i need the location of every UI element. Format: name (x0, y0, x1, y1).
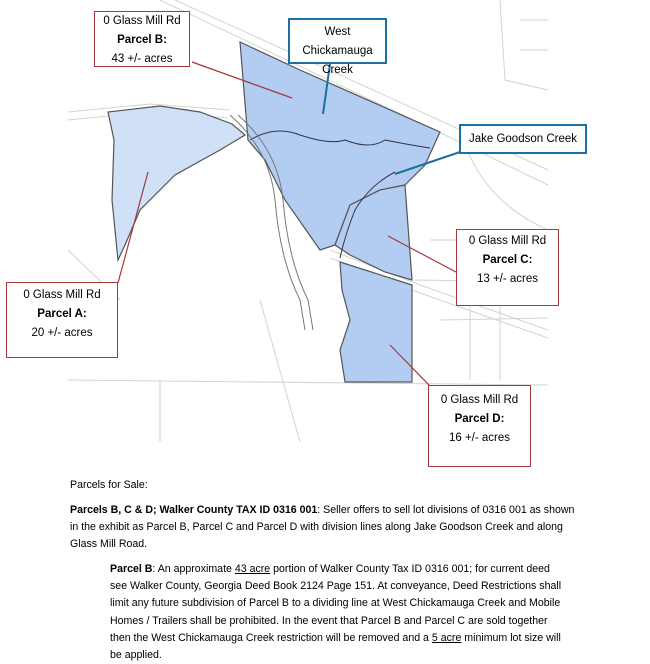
parcel-c-callout (456, 229, 559, 306)
parcel-b-label: Parcel B: (117, 34, 167, 46)
parcel-a-acres: 20 +/- acres (31, 327, 93, 339)
parcel-a-callout (6, 282, 118, 358)
parcel-c-address: 0 Glass Mill Rd (468, 235, 547, 247)
parcels-bcd-title: Parcels B, C & D; Walker County TAX ID 0316 001 (70, 504, 318, 516)
acre-5-link: 5 acre (431, 631, 462, 644)
jake-goodson-callout (459, 124, 587, 154)
parcel-d-acres: 16 +/- acres (448, 432, 511, 444)
parcel-c-acres: 13 +/- acres (476, 273, 539, 285)
parcel-a-address: 0 Glass Mill Rd (23, 289, 101, 301)
parcel-c-label: Parcel C: (482, 254, 533, 266)
parcel-b-acres: 43 +/- acres (111, 53, 173, 65)
parcel-b-address: 0 Glass Mill Rd (103, 15, 181, 27)
parcel-d-label: Parcel D: (454, 413, 505, 425)
parcel-a-label: Parcel A: (37, 308, 87, 320)
west-chickamauga-line1: West Chickamauga (302, 26, 373, 57)
west-chickamauga-line2: Creek (322, 64, 353, 76)
parcel-d-callout (428, 385, 531, 467)
parcel-b-callout (94, 11, 190, 67)
paragraph-parcels-bcd: Parcels B, C & D; Walker County TAX ID 0316 001: Seller offers to sell lot divisions of 0316 001 as shown in the exhibit as Parcel B, Parcel C and Parcel D with division lines along Jake Goodson Creek and along Glass Mill Road. (70, 504, 575, 551)
west-chickamauga-callout (288, 18, 387, 76)
acre-43-link: 43 acre (234, 563, 271, 575)
parcel-b-title: Parcel B (110, 563, 153, 575)
jake-goodson-label: Jake Goodson Creek (468, 133, 578, 145)
paragraph-parcel-b: Parcel B: An approximate 43 acre portion of Walker County Tax ID 0316 001; for current deed see Walker County, Georgia Deed Book 2124 Page 151. At conveyance, Deed Restrictions shall limit any future subdivision of Parcel B to a dividing line at West Chickamauga Creek and Mobile Homes / Trailers shall be prohibited. In the event that Parcel B and Parcel C are sold together then the West Chickamauga Creek restriction will be removed and a 5 acre minimum lot size will be applied. (110, 563, 562, 662)
parcels-heading: Parcels for Sale: (70, 479, 148, 491)
parcel-d-address: 0 Glass Mill Rd (440, 394, 519, 406)
